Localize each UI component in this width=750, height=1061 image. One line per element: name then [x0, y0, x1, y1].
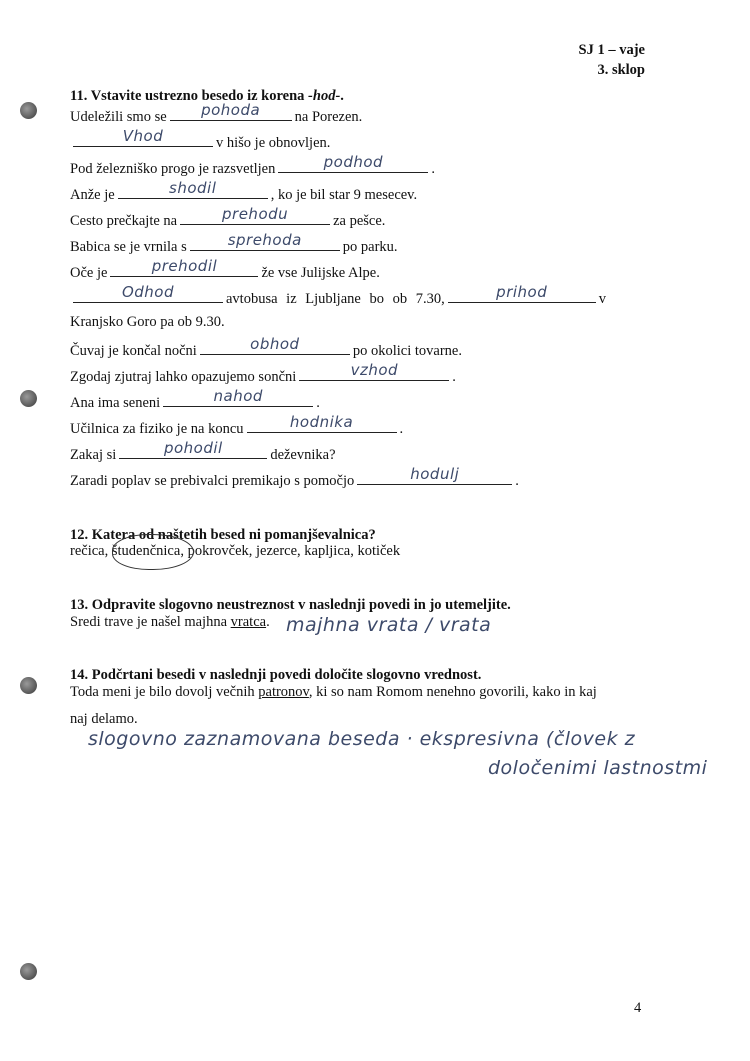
answer-blank[interactable]: [73, 127, 213, 147]
handwritten-answer: pohoda: [201, 101, 261, 119]
ex11-row: [70, 465, 519, 490]
row-text-before: Udeležili smo se: [70, 109, 167, 125]
row-text-before: Zgodaj zjutraj lahko opazujemo sončni: [70, 369, 297, 385]
ex12-words-after: , pokrovček, jezerce, kapljica, kotiček: [180, 543, 401, 559]
row-text-after: .: [515, 473, 519, 489]
ex11-row: [70, 231, 398, 256]
punch-hole-2: [20, 390, 37, 407]
row-text-before: Cesto prečkajte na: [70, 213, 178, 229]
answer-blank[interactable]: [118, 179, 268, 199]
ex11-title-root: -hod-: [308, 88, 341, 104]
ex12-words-before: rečica,: [70, 543, 112, 559]
handwritten-answer: prehodil: [151, 257, 218, 275]
ex12-title: 12. Katera od naštetih besed ni pomanjševalnica?: [70, 527, 376, 543]
row-text-after: po parku.: [342, 239, 398, 255]
row-text-before: Učilnica za fiziko je na koncu: [70, 421, 244, 437]
row-text-after: po okolici tovarne.: [352, 343, 462, 359]
row-text-before: Zakaj si: [70, 447, 117, 463]
answer-blank[interactable]: [299, 361, 449, 381]
ex13-handwritten-answer: majhna vrata / vrata: [286, 614, 492, 636]
ex11-title-post: .: [340, 88, 344, 104]
handwritten-answer: Odhod: [121, 283, 175, 301]
punch-hole-3: [20, 677, 37, 694]
answer-blank[interactable]: [119, 439, 267, 459]
row-text-before: Anže je: [70, 187, 115, 203]
answer-blank[interactable]: [247, 413, 397, 433]
handwritten-answer: podhod: [323, 153, 384, 171]
ex13-sentence-pre: Sredi trave je našel majhna: [70, 614, 231, 630]
row-text-before: Oče je: [70, 265, 108, 281]
ex11-row: [70, 257, 380, 282]
row-text-before: Ana ima seneni: [70, 395, 161, 411]
ex14-sentence: [70, 684, 597, 701]
ex11-row: [70, 361, 456, 386]
row-text-after: za pešce.: [333, 213, 386, 229]
answer-blank[interactable]: [278, 153, 428, 173]
row-text-after: na Porezen.: [294, 109, 363, 125]
ex11-row: [70, 101, 363, 126]
handwritten-answer: hodnika: [289, 413, 354, 431]
answer-blank[interactable]: [170, 101, 292, 121]
row-text-after: v hišo je obnovljen.: [216, 135, 331, 151]
row-text-before: Babica se je vrnila s: [70, 239, 187, 255]
ex12-circled-word: študenčnica: [111, 543, 181, 559]
ex13-title: 13. Odpravite slogovno neustreznost v naslednji povedi in jo utemeljite.: [70, 597, 511, 613]
ex14-underlined-word: patronov: [258, 684, 309, 700]
answer-blank[interactable]: [163, 387, 313, 407]
ex11-row: [70, 127, 331, 152]
row-text-before: Zaradi poplav se prebivalci premikajo s pomočjo: [70, 473, 355, 489]
ex14-handwritten-line2: določenimi lastnostmi: [488, 757, 708, 779]
answer-blank[interactable]: [448, 283, 596, 303]
ex11-row: [70, 179, 418, 204]
answer-blank[interactable]: [200, 335, 350, 355]
handwritten-answer: obhod: [250, 335, 300, 353]
row-text-after: deževnika?: [270, 447, 336, 463]
row-text-after: .: [452, 369, 456, 385]
ex11-row: [70, 205, 386, 230]
ex14-sentence-pre: Toda meni je bilo dovolj večnih: [70, 684, 259, 700]
ex12-answer-circle: [112, 534, 194, 570]
ex11-row: [70, 439, 336, 464]
answer-blank[interactable]: [180, 205, 330, 225]
row-text-middle: avtobusa iz Ljubljane bo ob 7.30,: [226, 291, 445, 307]
answer-blank[interactable]: [190, 231, 340, 251]
handwritten-answer: sprehoda: [227, 231, 302, 249]
ex14-sentence-line2: naj delamo.: [70, 711, 138, 727]
handwritten-answer: prehodu: [222, 205, 289, 223]
row-text-before: Pod železniško progo je razsvetljen: [70, 161, 276, 177]
ex11-row: [70, 153, 435, 178]
row-text-after: v: [598, 291, 606, 307]
handwritten-answer: Vhod: [122, 127, 164, 145]
punch-hole-1: [20, 102, 37, 119]
row-text-after: .: [399, 421, 404, 437]
handwritten-answer: nahod: [213, 387, 263, 405]
header-unit: 3. sklop: [597, 62, 645, 78]
row-text-after: .: [316, 395, 320, 411]
ex11-row: [70, 387, 320, 412]
header-course: SJ 1 – vaje: [578, 42, 645, 58]
page-number: 4: [634, 1000, 642, 1016]
answer-blank[interactable]: [357, 465, 512, 485]
handwritten-answer: vzhod: [350, 361, 399, 379]
ex14-title: 14. Podčrtani besedi v naslednji povedi določite slogovno vrednost.: [70, 667, 482, 683]
row-text-before: Kranjsko Goro pa ob 9.30.: [70, 314, 225, 330]
answer-blank[interactable]: [73, 283, 223, 303]
ex14-handwritten-line1: slogovno zaznamovana beseda · ekspresivna (človek z: [88, 728, 636, 750]
handwritten-answer: shodil: [169, 179, 217, 197]
handwritten-answer: pohodil: [163, 439, 223, 457]
handwritten-answer: prihod: [496, 283, 548, 301]
row-text-before: Čuvaj je končal nočni: [70, 343, 197, 359]
row-text-after: .: [431, 161, 435, 177]
ex11-row: [70, 335, 462, 360]
punch-hole-4: [20, 963, 37, 980]
ex11-title-pre: 11. Vstavite ustrezno besedo iz korena: [70, 88, 309, 104]
ex11-row: [70, 283, 606, 308]
ex11-row: [70, 413, 404, 438]
answer-blank[interactable]: [110, 257, 258, 277]
ex13-sentence: [70, 614, 270, 631]
ex11-row: [70, 314, 225, 331]
ex13-underlined-word: vratca: [230, 614, 267, 630]
row-text-after: že vse Julijske Alpe.: [261, 265, 380, 281]
row-text-after: , ko je bil star 9 mesecev.: [270, 187, 418, 203]
handwritten-answer: hodulj: [410, 465, 460, 483]
ex14-sentence-post: , ki so nam Romom nenehno govorili, kako in kaj: [308, 684, 597, 700]
ex13-sentence-post: .: [266, 614, 270, 630]
